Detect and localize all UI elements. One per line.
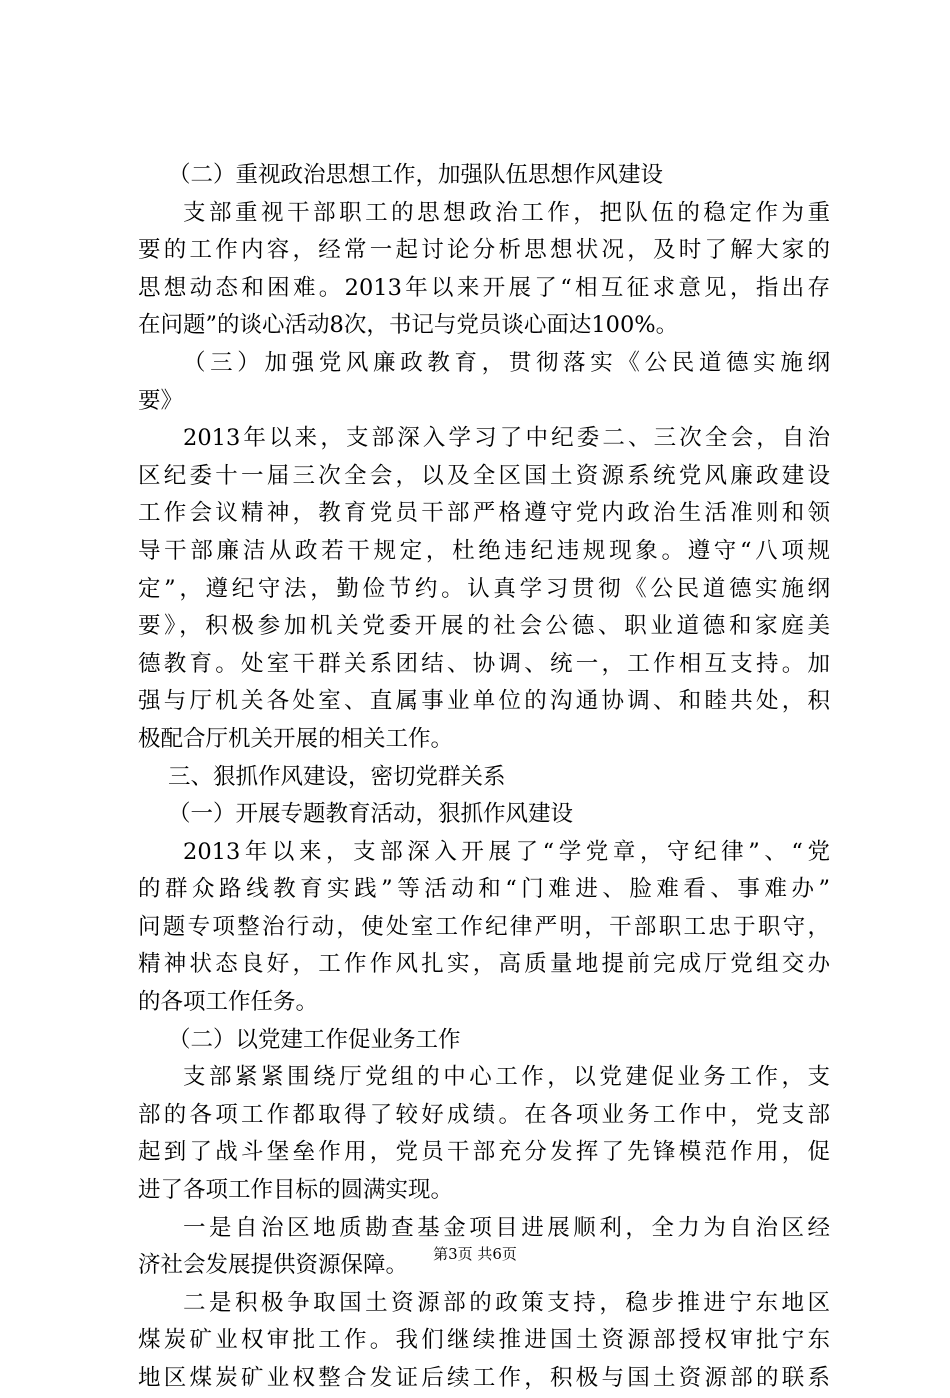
text-line: 极配合厅机关开展的相关工作。 [138,725,454,752]
text-line: 定”，遵纪守法，勤俭节约。认真学习贯彻《公民道德实施纲 [138,575,830,602]
text-line: 2013年以来，支部深入开展了“学党章，守纪律”、“党 [183,838,830,865]
text-line: 的群众路线教育实践”等活动和“门难进、脸难看、事难办” [138,876,830,903]
text-line: 部的各项工作都取得了较好成绩。在各项业务工作中，党支部 [138,1101,830,1128]
text-line: 进了各项工作目标的圆满实现。 [138,1177,454,1204]
text-line: 的各项工作任务。 [138,989,319,1016]
text-line: 二是积极争取国土资源部的政策支持，稳步推进宁东地区 [183,1289,830,1316]
text-line: 导干部廉洁从政若干规定，杜绝违纪违规现象。遵守“八项规 [138,537,830,564]
text-line: 三、狠抓作风建设，密切党群关系 [168,763,506,790]
text-line: 思想动态和困难。2013年以来开展了“相互征求意见，指出存 [138,274,830,301]
text-line: （三）加强党风廉政教育，贯彻落实《公民道德实施纲 [183,349,830,376]
text-line: 区纪委十一届三次全会，以及全区国土资源系统党风廉政建设 [138,462,830,489]
page-number-footer: 第3页 共6页 [433,1245,517,1263]
text-line: 在问题”的谈心活动8次，书记与党员谈心面达100%。 [138,312,679,339]
text-line: 强与厅机关各处室、直属事业单位的沟通协调、和睦共处，积 [138,688,830,715]
text-line: 精神状态良好，工作作风扎实，高质量地提前完成厅党组交办 [138,951,830,978]
text-line: 2013年以来，支部深入学习了中纪委二、三次全会，自治 [183,425,830,452]
text-line: （二）重视政治思想工作，加强队伍思想作风建设 [168,162,664,188]
text-line: 起到了战斗堡垒作用，党员干部充分发挥了先锋模范作用，促 [138,1139,830,1166]
text-line: 济社会发展提供资源保障。 [138,1252,409,1279]
text-line: 支部紧紧围绕厅党组的中心工作，以党建促业务工作，支 [183,1064,830,1091]
text-line: 要》 [138,387,184,414]
document-body [138,157,830,1398]
text-line: （一）开展专题教育活动，狠抓作风建设 [168,801,574,828]
text-line: 地区煤炭矿业权整合发证后续工作，积极与国土资源部的联系 [138,1365,830,1391]
text-line: 工作会议精神，教育党员干部严格遵守党内政治生活准则和领 [138,500,830,527]
text-line: 要的工作内容，经常一起讨论分析思想状况，及时了解大家的 [138,237,830,264]
text-line: 煤炭矿业权审批工作。我们继续推进国土资源部授权审批宁东 [138,1327,830,1354]
text-line: 支部重视干部职工的思想政治工作，把队伍的稳定作为重 [183,199,830,226]
text-line: 德教育。处室干群关系团结、协调、统一，工作相互支持。加 [138,650,830,677]
text-line: （二）以党建工作促业务工作 [168,1026,461,1053]
text-line: 要》，积极参加机关党委开展的社会公德、职业道德和家庭美 [138,613,830,640]
text-line: 一是自治区地质勘查基金项目进展顺利，全力为自治区经 [183,1214,830,1241]
text-line: 问题专项整治行动，使处室工作纪律严明，干部职工忠于职守， [138,913,830,940]
